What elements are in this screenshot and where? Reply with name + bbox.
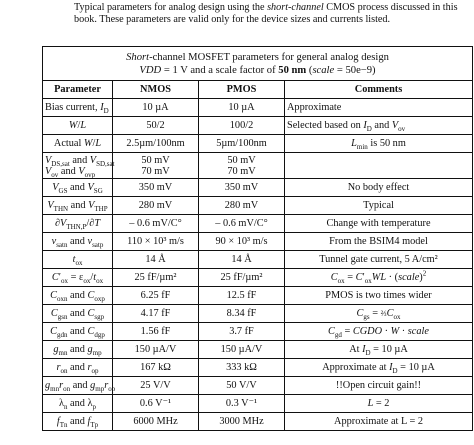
- header-parameter: Parameter: [43, 81, 113, 99]
- comment-cgs-formula: $C_{gs}$ = $\frac{2}{3}C_{ox}$: [285, 305, 473, 323]
- param-cox: $C'_{ox} = \varepsilon_{ox}/t_{ox}$: [43, 269, 113, 287]
- table-row: $V_{DS,sat}$ and $V_{SD,sat}$ $V_{ov}$ and $V_{ovp}$ 50 mV 70 mV 50 mV 70 mV: [43, 153, 473, 179]
- table-row: $\lambda_n$ and $\lambda_p$ 0.6 V⁻¹ 0.3 V⁻¹ L = 2: [43, 395, 473, 413]
- table-caption-row: [43, 47, 473, 81]
- param-actual-w-l: Actual W/L: [43, 135, 113, 153]
- table-row: $t_{ox}$ 14 Å 14 Å Tunnel gate current, 5 A/cm²: [43, 251, 473, 269]
- param-vds-sat: $V_{DS,sat}$ and $V_{SD,sat}$ $V_{ov}$ and $V_{ovp}$: [43, 153, 113, 179]
- table-row: $r_{on}$ and $r_{op}$ 167 kΩ 333 kΩ Approximate at $I_D = 10$ µA: [43, 359, 473, 377]
- comment-l-equals: L = 2: [285, 395, 473, 413]
- param-tox: $t_{ox}$: [43, 251, 113, 269]
- param-bias-current: Bias current, $I_D$: [43, 99, 113, 117]
- param-lambda: $\lambda_n$ and $\lambda_p$: [43, 395, 113, 413]
- param-ro: $r_{on}$ and $r_{op}$: [43, 359, 113, 377]
- table-row: Bias current, $I_D$ 10 µA 10 µA Approximate: [43, 99, 473, 117]
- parameter-table: [42, 46, 473, 431]
- intro-paragraph: [74, 2, 470, 26]
- header-nmos: NMOS: [113, 81, 199, 99]
- comment-gm-condition: At $I_D = 10$ µA: [285, 341, 473, 359]
- table-row: Actual W/L 2.5µm/100nm 5µm/100nm $L_{min}$ is 50 nm: [43, 135, 473, 153]
- table-row: $C_{gdn}$ and $C_{dgp}$ 1.56 fF 3.7 fF $C_{gd}$ = CGDO · W · scale: [43, 323, 473, 341]
- param-gm: $g_{mn}$ and $g_{mp}$: [43, 341, 113, 359]
- param-dvth-dt: $\partial V_{THN,P}/\partial T$: [43, 215, 113, 233]
- table-row: $v_{satn}$ and $v_{satp}$ 110 × 10³ m/s 90 × 10³ m/s From the BSIM4 model: [43, 233, 473, 251]
- table-header-row: [43, 81, 473, 99]
- comment-cgd-formula: $C_{gd}$ = CGDO · W · scale: [285, 323, 473, 341]
- comment-selected-based: Selected based on $I_D$ and $V_{ov}$: [285, 117, 473, 135]
- param-vthn: $V_{THN}$ and $V_{THP}$: [43, 197, 113, 215]
- table-row: W/L 50/2 100/2 Selected based on $I_D$ and $V_{ov}$: [43, 117, 473, 135]
- param-cgs: $C_{gsn}$ and $C_{sgp}$: [43, 305, 113, 323]
- comment-lmin: $L_{min}$ is 50 nm: [285, 135, 473, 153]
- comment-cox-formula: $C_{ox} = C'_{ox}WL$ · (scale)$^2$: [285, 269, 473, 287]
- parameter-table-container: [42, 46, 472, 431]
- param-vgs: $V_{GS}$ and $V_{SG}$: [43, 179, 113, 197]
- table-row: $C'_{ox} = \varepsilon_{ox}/t_{ox}$ 25 fF/µm² 25 fF/µm² $C_{ox} = C'_{ox}WL$ · (scale)$^2$: [43, 269, 473, 287]
- header-comments: Comments: [285, 81, 473, 99]
- table-row: $g_{mn}$ and $g_{mp}$ 150 µA/V 150 µA/V At $I_D = 10$ µA: [43, 341, 473, 359]
- table-row: $f_{Tn}$ and $f_{Tp}$ 6000 MHz 3000 MHz Approximate at L = 2: [43, 413, 473, 431]
- param-gain: $g_{mn}r_{on}$ and $g_{mp}r_{op}$: [43, 377, 113, 395]
- table-row: $\partial V_{THN,P}/\partial T$ – 0.6 mV/C° – 0.6 mV/C° Change with temperature: [43, 215, 473, 233]
- header-pmos: PMOS: [199, 81, 285, 99]
- intro-text-emphasis: short-channel: [267, 2, 324, 13]
- intro-text-1: Typical parameters for analog design using the: [74, 2, 268, 13]
- param-vsat: $v_{satn}$ and $v_{satp}$: [43, 233, 113, 251]
- table-row: $C_{oxn}$ and $C_{oxp}$ 6.25 fF 12.5 fF PMOS is two times wider: [43, 287, 473, 305]
- table-row: $V_{GS}$ and $V_{SG}$ 350 mV 350 mV No body effect: [43, 179, 473, 197]
- intro-text-2: CMOS process discussed in this book. These parameters are valid only for the device sizes and currents listed.: [74, 2, 458, 25]
- param-coxn: $C_{oxn}$ and $C_{oxp}$: [43, 287, 113, 305]
- param-ft: $f_{Tn}$ and $f_{Tp}$: [43, 413, 113, 431]
- param-cgd: $C_{gdn}$ and $C_{dgp}$: [43, 323, 113, 341]
- table-row: $C_{gsn}$ and $C_{sgp}$ 4.17 fF 8.34 fF $C_{gs}$ = $\frac{2}{3}C_{ox}$: [43, 305, 473, 323]
- table-row: $g_{mn}r_{on}$ and $g_{mp}r_{op}$ 25 V/V 50 V/V !!Open circuit gain!!: [43, 377, 473, 395]
- comment-ro-condition: Approximate at $I_D = 10$ µA: [285, 359, 473, 377]
- table-row: $V_{THN}$ and $V_{THP}$ 280 mV 280 mV Typical: [43, 197, 473, 215]
- param-w-l: W/L: [43, 117, 113, 135]
- table-caption: Short-channel MOSFET parameters for general analog design VDD = 1 V and a scale factor of 50 nm (scale = 50e−9): [43, 47, 473, 81]
